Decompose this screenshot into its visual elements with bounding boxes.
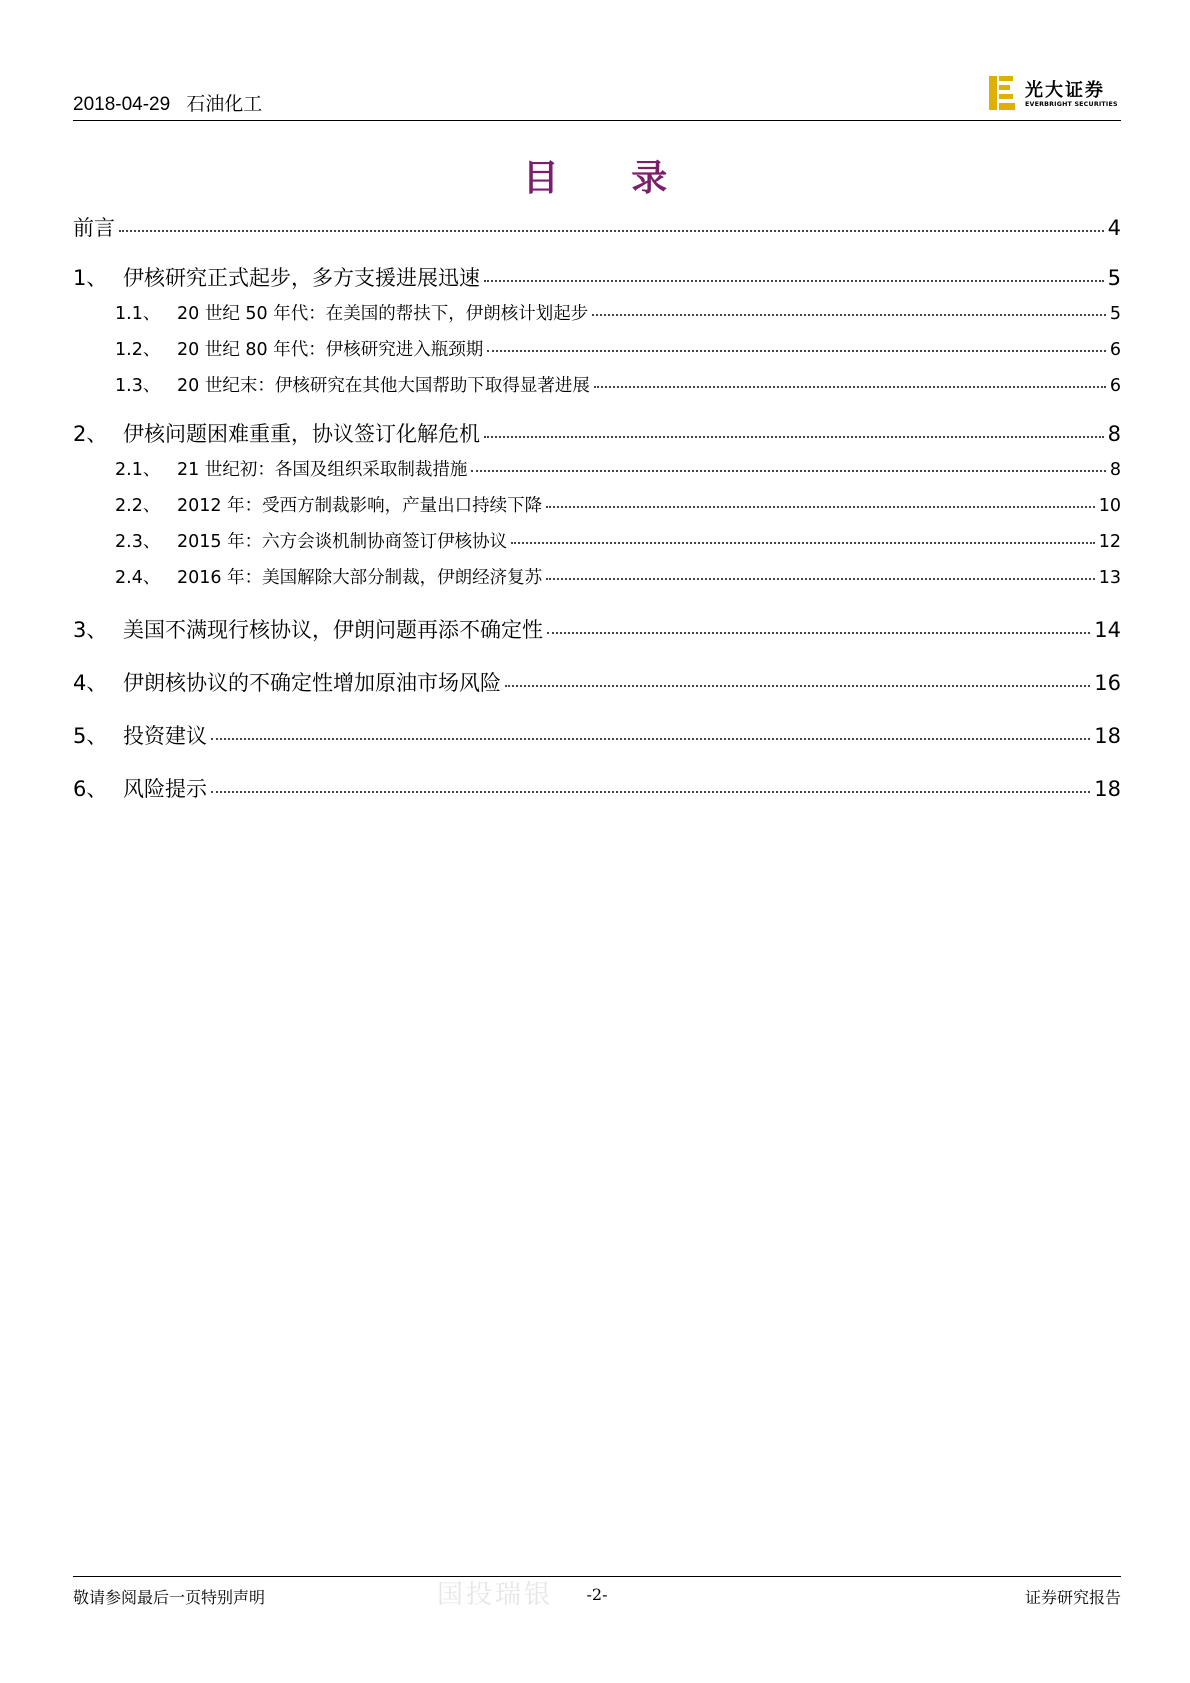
toc-leader-dots	[547, 632, 1090, 634]
page-footer	[73, 1576, 1121, 1617]
toc-entry-title: 伊核问题困难重重，协议签订化解危机	[123, 422, 480, 446]
footer-report-type: 证券研究报告	[1024, 1588, 1121, 1607]
toc-entry-number: 1.1、	[115, 304, 161, 324]
toc-entry-number: 4、	[73, 671, 108, 695]
toc-entry-title: 2012 年：受西方制裁影响，产量出口持续下降	[177, 496, 543, 516]
logo-name-cn: 光大证券	[1025, 80, 1105, 101]
toc-entry-2-3[interactable]	[73, 528, 1121, 553]
toc-entry-page: 6	[1109, 376, 1121, 396]
toc-leader-dots	[487, 350, 1106, 352]
report-sector: 石油化工	[186, 94, 263, 115]
toc-entry-6[interactable]	[73, 773, 1121, 803]
toc-entry-title: 风险提示	[123, 777, 207, 801]
toc-entry-3[interactable]	[73, 614, 1121, 644]
toc-entry-number: 6、	[73, 777, 108, 801]
toc-entry-number: 2.2、	[115, 496, 161, 516]
toc-entry-page: 12	[1098, 532, 1121, 552]
toc-leader-dots	[546, 506, 1095, 508]
toc-entry-number: 1.2、	[115, 340, 161, 360]
toc-leader-dots	[594, 386, 1106, 388]
toc-entry-5[interactable]	[73, 720, 1121, 750]
toc-entry-title: 伊核研究正式起步，多方支援进展迅速	[123, 266, 480, 290]
toc-entry-1-1[interactable]	[73, 300, 1121, 325]
toc-leader-dots	[211, 738, 1090, 740]
toc-entry-preface[interactable]	[73, 212, 1121, 242]
toc-entry-page: 8	[1107, 422, 1121, 446]
toc-entry-2-4[interactable]	[73, 564, 1121, 589]
toc-entry-number: 2.4、	[115, 568, 161, 588]
toc-entry-1[interactable]	[73, 262, 1121, 292]
toc-leader-dots	[119, 230, 1104, 232]
toc-entry-page: 16	[1094, 671, 1121, 695]
toc-entry-page: 14	[1094, 618, 1121, 642]
toc-entry-page: 6	[1109, 340, 1121, 360]
toc-entry-title: 20 世纪 80 年代：伊核研究进入瓶颈期	[177, 340, 484, 360]
toc-leader-dots	[471, 470, 1106, 472]
toc-leader-dots	[546, 578, 1095, 580]
toc-title: 目 录	[522, 158, 698, 199]
toc-entry-title: 前言	[73, 216, 115, 240]
toc-entry-title: 20 世纪末：伊核研究在其他大国帮助下取得显著进展	[177, 376, 590, 396]
toc-entry-4[interactable]	[73, 667, 1121, 697]
toc-leader-dots	[592, 314, 1106, 316]
toc-entry-2-1[interactable]	[73, 456, 1121, 481]
toc-entry-1-2[interactable]	[73, 336, 1121, 361]
watermark: 国投瑞银	[437, 1580, 554, 1610]
toc-entry-title: 投资建议	[123, 724, 207, 748]
toc-entry-number: 5、	[73, 724, 108, 748]
toc-leader-dots	[505, 685, 1090, 687]
toc-entry-number: 1、	[73, 266, 108, 290]
toc-entry-page: 18	[1094, 724, 1121, 748]
toc-entry-2-2[interactable]	[73, 492, 1121, 517]
header-meta	[73, 89, 262, 116]
toc-entry-page: 4	[1107, 216, 1121, 240]
toc-entry-page: 5	[1107, 266, 1121, 290]
toc-entry-page: 8	[1109, 460, 1121, 480]
toc-entry-page: 10	[1098, 496, 1121, 516]
toc-leader-dots	[484, 280, 1104, 282]
footer-disclaimer: 敬请参阅最后一页特别声明	[73, 1588, 266, 1607]
toc-leader-dots	[511, 542, 1095, 544]
toc-entry-title: 伊朗核协议的不确定性增加原油市场风险	[123, 671, 501, 695]
toc-entry-number: 3、	[73, 618, 108, 642]
toc-entry-number: 2.1、	[115, 460, 161, 480]
toc-leader-dots	[211, 791, 1090, 793]
toc-entry-page: 18	[1094, 777, 1121, 801]
toc-entry-title: 2015 年：六方会谈机制协商签订伊核协议	[177, 532, 508, 552]
footer-page-number: -2-	[586, 1585, 608, 1604]
logo-name-en: EVERBRIGHT SECURITIES	[1025, 101, 1118, 108]
toc-leader-dots	[484, 436, 1104, 438]
toc-entry-number: 1.3、	[115, 376, 161, 396]
toc-entry-title: 美国不满现行核协议，伊朗问题再添不确定性	[123, 618, 543, 642]
everbright-logo	[989, 76, 1121, 112]
toc-entry-title: 2016 年：美国解除大部分制裁，伊朗经济复苏	[177, 568, 543, 588]
everbright-logo-icon	[989, 76, 1015, 110]
toc-entry-number: 2、	[73, 422, 108, 446]
toc-entry-title: 21 世纪初：各国及组织采取制裁措施	[177, 460, 468, 480]
toc-entry-title: 20 世纪 50 年代：在美国的帮扶下，伊朗核计划起步	[177, 304, 589, 324]
toc-entry-1-3[interactable]	[73, 372, 1121, 397]
report-date: 2018-04-29	[73, 94, 171, 115]
toc-entry-2[interactable]	[73, 418, 1121, 448]
toc-entry-number: 2.3、	[115, 532, 161, 552]
toc-entry-page: 5	[1109, 304, 1121, 324]
toc-entry-page: 13	[1098, 568, 1121, 588]
page-header	[73, 72, 1121, 121]
